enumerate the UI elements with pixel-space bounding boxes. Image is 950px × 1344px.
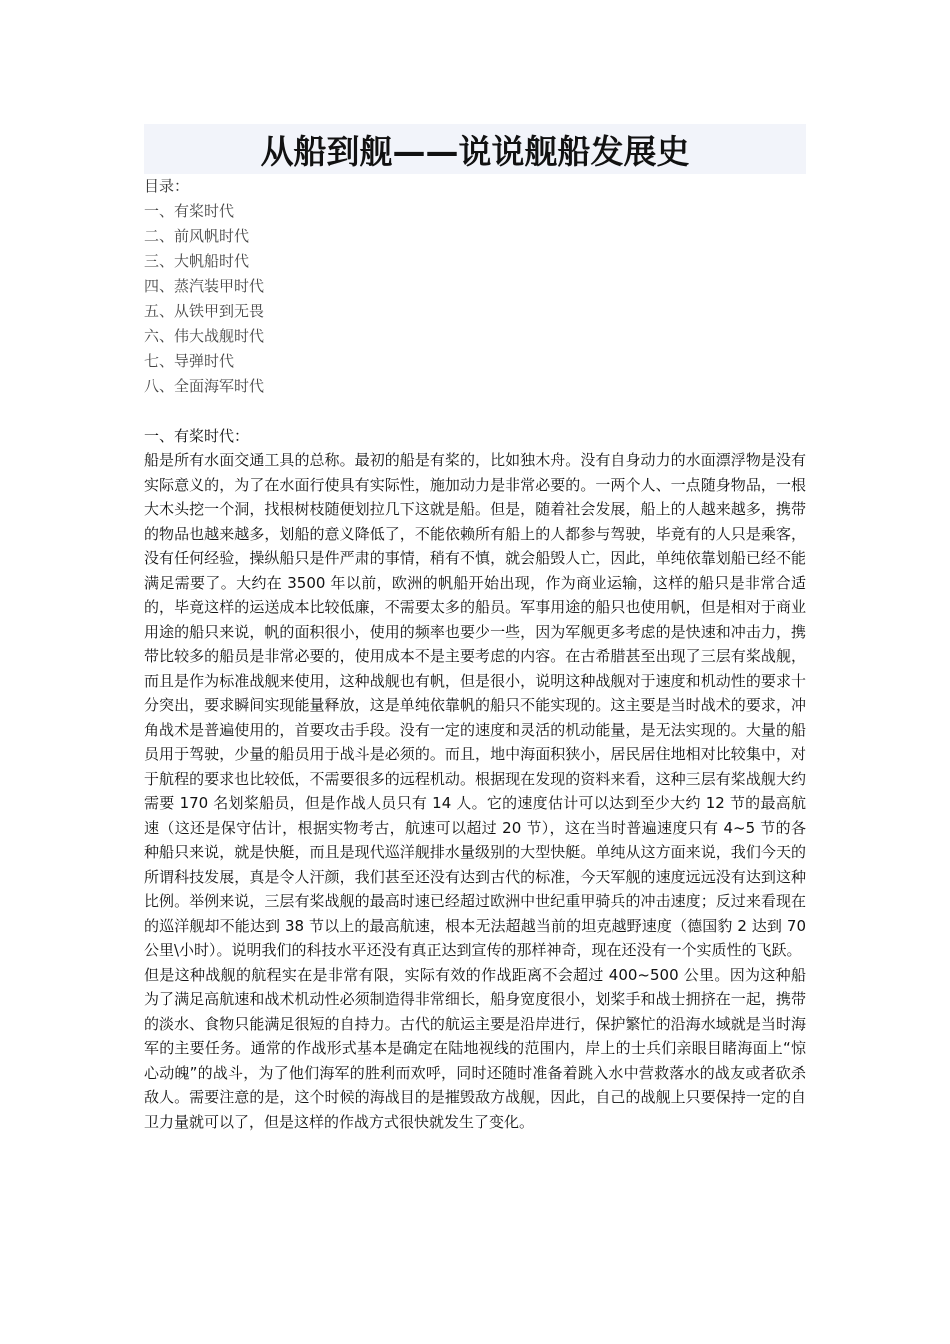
toc-item: 四、蒸汽装甲时代 xyxy=(144,277,265,295)
toc-item: 三、大帆船时代 xyxy=(144,252,250,270)
body-paragraph: 船是所有水面交通工具的总称。最初的船是有桨的，比如独木舟。没有自身动力的水面漂浮物是没有实际意义的，为了在水面行使具有实际性，施加动力是非常必要的。一两个人、一点随身物品，一根大木头挖一个洞，找根树枝随便划拉几下这就是船。但是，随着社会发展，船上的人越来越多，携带的物品也越来越多，划船的意义降低了，不能依赖所有船上的人都参与驾驶，毕竟有的人只是乘客，没有任何经验，操纵船只是件严肃的事情，稍有不慎，就会船毁人亡，因此，单纯依靠划船已经不能满足需要了。大约在 3500 年以前，欧洲的帆船开始出现，作为商业运输，这样的船只是非常合适的，毕竟这样的运送成本比较低廉，不需要太多的船员。军事用途的船只也使用帆，但是相对于商业用途的船只来说，帆的面积很小，使用的频率也要少一些，因为军舰更多考虑的是快速和冲击力，携带比较多的船员是非常必要的，使用成本不是主要考虑的内容。在古希腊甚至出现了三层有桨战舰，而且是作为标准战舰来使用，这种战舰也有帆，但是很小，说明这种战舰对于速度和机动性的要求十分突出，要求瞬间实现能量释放，这是单纯依靠帆的船只不能实现的。这主要是当时战术的要求，冲角战术是普遍使用的，首要攻击手段。没有一定的速度和灵活的机动能量，是无法实现的。大量的船员用于驾驶，少量的船员用于战斗是必须的。而且，地中海面积狭小，居民居住地相对比较集中，对于航程的要求也比较低，不需要很多的远程机动。根据现在发现的资料来看，这种三层有桨战舰大约需要 170 名划桨船员，但是作战人员只有 14 人。它的速度估计可以达到至少大约 12 节的最高航速（这还是保守估计，根据实物考古，航速可以超过 20 节），这在当时普遍速度只有 4~5 节的各种船只来说，就是快艇，而且是现代巡洋舰排水量级别的大型快艇。单纯从这方面来说，我们今天的所谓科技发展，真是令人汗颜，我们甚至还没有达到古代的标准，今天军舰的速度远远没有达到这种比例。举例来说，三层有桨战舰的最高时速已经超过欧洲中世纪重甲骑兵的冲击速度；反过来看现在的巡洋舰却不能达到 38 节以上的最高航速，根本无法超越当前的坦克越野速度（德国豹 2 达到 70 公里\小时）。说明我们的科技水平还没有真正达到宣传的那样神奇，现在还没有一个实质性的飞跃。 xyxy=(144,451,806,959)
toc-heading: 目录： xyxy=(144,177,190,195)
toc-item: 七、导弹时代 xyxy=(144,352,235,370)
section-spacer xyxy=(144,399,806,424)
table-of-contents xyxy=(144,174,806,399)
document-page xyxy=(144,124,806,1134)
toc-item: 二、前风帆时代 xyxy=(144,227,250,245)
section-heading: 一、有桨时代： xyxy=(144,427,250,445)
toc-item: 五、从铁甲到无畏 xyxy=(144,302,265,320)
toc-item: 六、伟大战舰时代 xyxy=(144,327,265,345)
title-band xyxy=(144,124,806,174)
toc-item: 一、有桨时代 xyxy=(144,202,235,220)
document-title: 从船到舰——说说舰船发展史 xyxy=(260,131,690,171)
body-paragraph: 但是这种战舰的航程实在是非常有限，实际有效的作战距离不会超过 400~500 公里。因为这种船为了满足高航速和战术机动性必须制造得非常细长，船身宽度很小，划桨手和战士拥挤在一起，携带的淡水、食物只能满足很短的自持力。古代的航运主要是沿岸进行，保护繁忙的沿海水域就是当时海军的主要任务。通常的作战形式基本是确定在陆地视线的范围内，岸上的士兵们亲眼目睹海面上“惊心动魄”的战斗，为了他们海军的胜利而欢呼，同时还随时准备着跳入水中营救落水的战友或者砍杀敌人。需要注意的是，这个时候的海战目的是摧毁敌方战舰，因此，自己的战舰上只要保持一定的自卫力量就可以了，但是这样的作战方式很快就发生了变化。 xyxy=(144,965,806,1131)
toc-item: 八、全面海军时代 xyxy=(144,377,265,395)
